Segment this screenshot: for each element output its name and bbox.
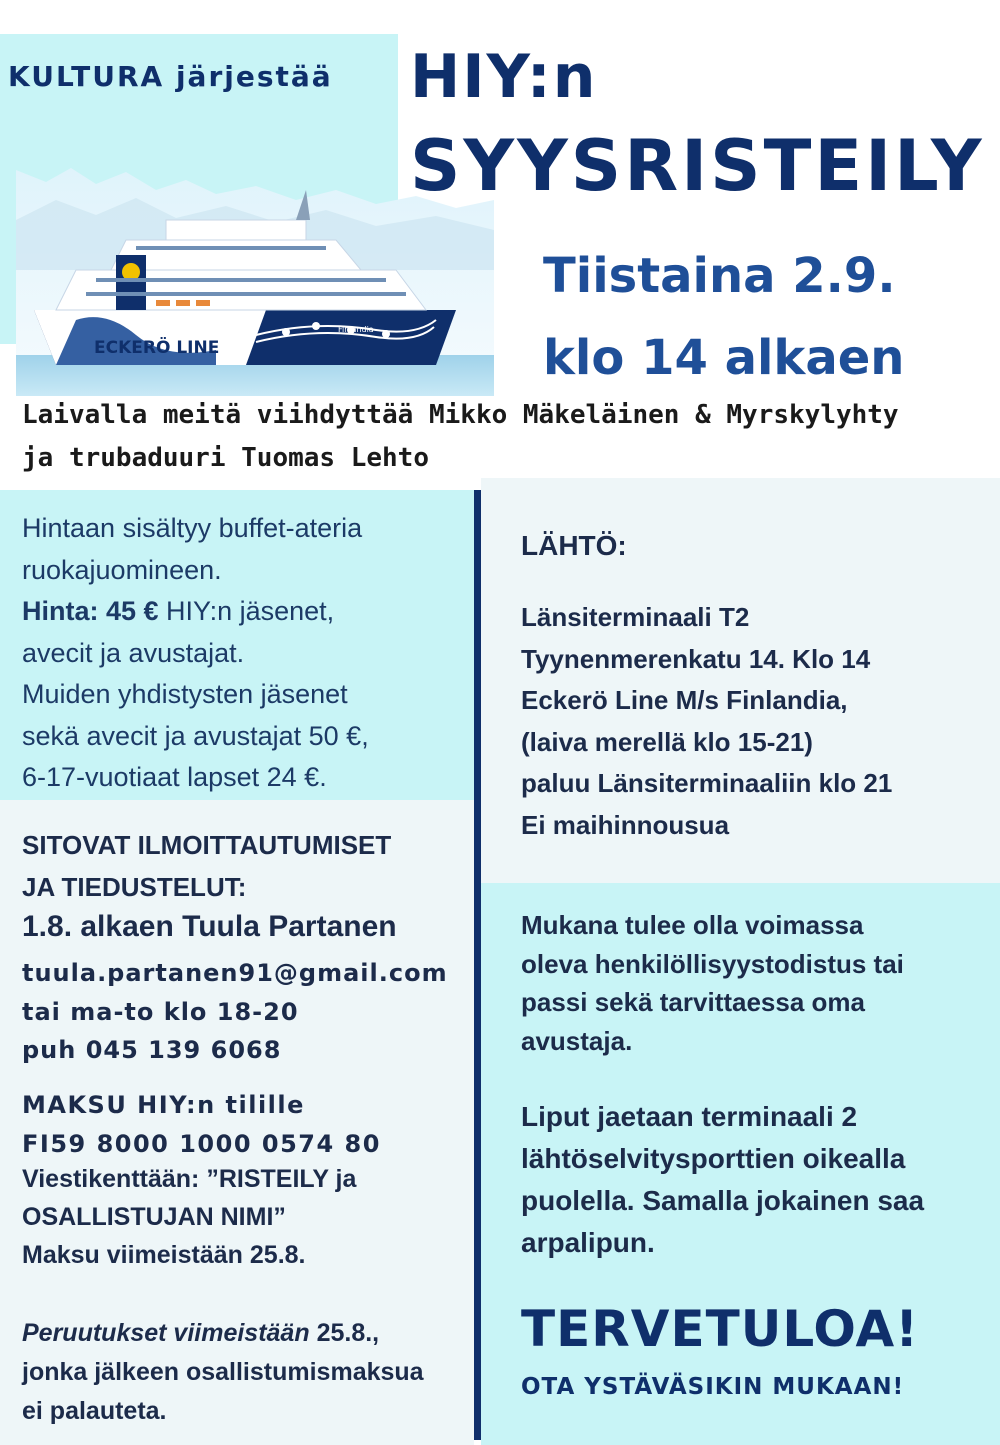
price-line-1: Hintaan sisältyy buffet-ateria <box>22 513 363 543</box>
cancellation-line-3: ei palauteta. <box>22 1397 167 1425</box>
departure-heading: LÄHTÖ: <box>521 530 627 561</box>
cancellation-italic: Peruutukset viimeistään <box>22 1319 310 1347</box>
tickets-info <box>521 1096 924 1264</box>
registration-email[interactable]: tuula.partanen91@gmail.com <box>22 959 448 987</box>
cancellation-line-1 <box>22 1314 424 1353</box>
departure-line-5: paluu Länsiterminaaliin klo 21 <box>521 768 893 798</box>
price-line-5: Muiden yhdistysten jäsenet <box>22 679 348 709</box>
tickets-line-2: lähtöselvitysporttien oikealla <box>521 1143 906 1174</box>
payment-line-1: MAKSU HIY:n tilille <box>22 1091 305 1119</box>
ship-name-text: Finlandia <box>338 325 374 334</box>
departure-line-4: (laiva merellä klo 15-21) <box>521 726 813 757</box>
price-label: Hinta: 45 € <box>22 596 159 626</box>
title-line-1: HIY:n <box>410 42 598 112</box>
event-time: klo 14 alkaen <box>543 330 905 386</box>
performers-line-1: Laivalla meitä viihdyttää Mikko Mäkeläinen & Myrskylyhty <box>22 400 899 430</box>
id-notice <box>521 906 904 1060</box>
departure-line-2: Tyynenmerenkatu 14. Klo 14 <box>521 643 871 674</box>
id-notice-line-4: avustaja. <box>521 1025 633 1056</box>
price-line-7: 6-17-vuotiaat lapset 24 €. <box>22 762 327 792</box>
departure-line-6: Ei maihinnousua <box>521 809 730 840</box>
registration-phone: puh 045 139 6068 <box>22 1036 282 1064</box>
payment-line-3: Viestikenttään: ”RISTEILY ja <box>22 1165 357 1193</box>
payment-account: FI59 8000 1000 0574 80 <box>22 1129 381 1158</box>
price-line-3 <box>22 591 369 633</box>
price-text <box>22 508 369 799</box>
payment-line-4: OSALLISTUJAN NIMI” <box>22 1203 286 1231</box>
column-divider <box>474 490 481 1440</box>
price-line-2: ruokajuomineen. <box>22 554 222 585</box>
tickets-line-3: puolella. Samalla jokainen saa <box>521 1185 925 1216</box>
performers-line-2: ja trubaduuri Tuomas Lehto <box>22 443 429 473</box>
payment-details <box>22 1160 356 1274</box>
registration-hours: tai ma-to klo 18-20 <box>22 997 299 1026</box>
price-line-6: sekä avecit ja avustajat 50 €, <box>22 720 369 751</box>
departure-details <box>521 597 892 846</box>
cancellation-text <box>22 1314 424 1431</box>
payment-header <box>22 1086 381 1163</box>
welcome-text: TERVETULOA! <box>521 1300 920 1358</box>
registration-details <box>22 954 448 1070</box>
ship-brand-logo <box>94 336 219 358</box>
price-line-3-rest: HIY:n jäsenet, <box>158 596 335 626</box>
id-notice-line-1: Mukana tulee olla voimassa <box>521 910 864 940</box>
ship-brand-text: ECKERÖ LINE <box>94 338 220 358</box>
id-notice-line-2: oleva henkilöllisyystodistus tai <box>521 948 904 979</box>
registration-heading-2: JA TIEDUSTELUT: <box>22 872 247 902</box>
bring-friend-text: OTA YSTÄVÄSIKIN MUKAAN! <box>521 1374 905 1400</box>
event-date: Tiistaina 2.9. <box>543 248 896 304</box>
price-line-4: avecit ja avustajat. <box>22 637 245 668</box>
departure-line-3: Eckerö Line M/s Finlandia, <box>521 685 848 715</box>
id-notice-line-3: passi sekä tarvittaessa oma <box>521 987 865 1017</box>
payment-deadline: Maksu viimeistään 25.8. <box>22 1241 306 1269</box>
cancellation-date: 25.8., <box>309 1319 380 1347</box>
departure-line-1: Länsiterminaali T2 <box>521 602 750 632</box>
tickets-line-1: Liput jaetaan terminaali 2 <box>521 1101 858 1132</box>
registration-heading-1: SITOVAT ILMOITTAUTUMISET <box>22 830 392 860</box>
title-line-2: SYYSRISTEILY <box>410 125 985 207</box>
organizer-text: KULTURA järjestää <box>8 60 333 93</box>
tickets-line-4: arpalipun. <box>521 1227 655 1258</box>
cancellation-line-2: jonka jälkeen osallistumismaksua <box>22 1358 424 1386</box>
registration-contact: 1.8. alkaen Tuula Partanen <box>22 910 397 943</box>
registration-heading <box>22 824 391 908</box>
